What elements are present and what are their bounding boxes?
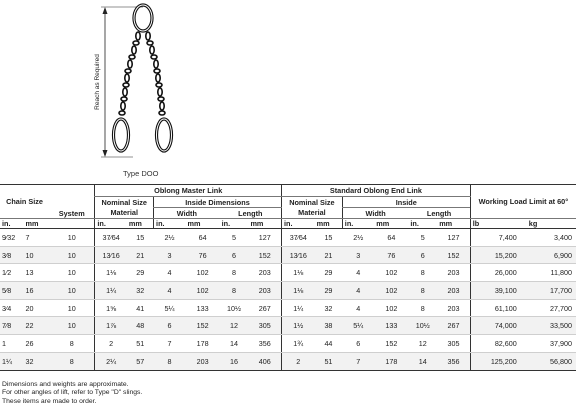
header-nominal-size-end: Nominal Size [282,197,343,208]
header-system: System [49,185,95,219]
unit-label: in. [0,219,23,229]
figure-caption: Type DOO [123,169,159,178]
table-cell: 16 [23,282,49,300]
table-cell: 2½ [154,229,186,247]
table-cell: 178 [186,335,220,353]
unit-label: in. [282,219,315,229]
sling-illustration [95,2,185,178]
header-end-link: Standard Oblong End Link [282,185,471,197]
table-cell: 6 [408,246,437,264]
table-cell: 5 [220,229,249,247]
table-cell: 8 [49,352,95,370]
header-inside: Inside [342,197,470,208]
table-cell: 8 [220,282,249,300]
table-row [0,229,576,247]
header-width-end: Width [342,208,408,219]
note-line: Dimensions and weights are approximate. [2,381,129,388]
table-cell: 29 [315,282,343,300]
table-cell: 13⁄16 [282,246,315,264]
table-cell: 152 [186,317,220,335]
table-cell: 1½ [282,317,315,335]
table-cell: 12 [408,335,437,353]
table-cell: 8 [408,264,437,282]
table-row [0,335,576,353]
table-cell: 10 [49,299,95,317]
table-cell: 102 [374,264,408,282]
table-cell: 61,100 [470,299,527,317]
table-cell: 152 [437,246,470,264]
table-cell: 6 [342,335,374,353]
table-cell: 1⅛ [282,264,315,282]
table-cell: 6,900 [527,246,576,264]
table-cell: 1⅞ [95,317,127,335]
table-cell: 4 [154,282,186,300]
arrow-up-icon [103,7,108,14]
table-cell: 1¼ [282,299,315,317]
units-row [0,219,576,229]
header-chain-size: Chain Size [0,185,49,219]
table-cell: 15 [127,229,154,247]
table-cell: 51 [315,352,343,370]
table-cell: 26 [23,335,49,353]
unit-label: in. [408,219,437,229]
table-cell: 4 [342,264,374,282]
table-cell: 51 [127,335,154,353]
table-cell: 26,000 [470,264,527,282]
table-cell: 7⁄8 [0,317,23,335]
table-cell: 7 [342,352,374,370]
table-cell: 4 [342,282,374,300]
table-cell: 203 [437,282,470,300]
chain-legs [119,32,165,115]
footnotes [2,381,142,406]
table-cell: 8 [408,299,437,317]
table-cell: 102 [374,282,408,300]
table-cell: 8 [220,264,249,282]
table-cell: 305 [437,335,470,353]
table-cell: 37⁄64 [282,229,315,247]
table-cell: 4 [154,264,186,282]
table-cell: 12 [220,317,249,335]
table-cell: 10 [49,282,95,300]
table-cell: 64 [186,229,220,247]
double-oblong-sling-drawing [95,2,185,178]
header-width: Width [154,208,220,219]
table-row [0,352,576,370]
unit-label: mm [315,219,343,229]
header-nominal-size: Nominal Size [95,197,154,208]
table-cell: 8 [49,335,95,353]
note-line: These items are made to order. [2,397,97,405]
table-cell: 8 [408,282,437,300]
unit-label: mm [127,219,154,229]
table-cell: 1⅛ [282,282,315,300]
table-cell: 10 [49,264,95,282]
table-cell: 178 [374,352,408,370]
table-cell: 1¼ [95,282,127,300]
unit-label: in. [95,219,127,229]
unit-label: mm [374,219,408,229]
unit-label: mm [437,219,470,229]
table-cell: 76 [186,246,220,264]
table-cell: 10½ [408,317,437,335]
table-cell: 7 [23,229,49,247]
table-cell: 22 [23,317,49,335]
table-cell: 133 [186,299,220,317]
table-cell: 102 [186,264,220,282]
header-inside-dimensions: Inside Dimensions [154,197,282,208]
table-cell: 15 [315,229,343,247]
table-cell: 133 [374,317,408,335]
table-cell: 3⁄8 [0,246,23,264]
arrow-down-icon [103,150,108,157]
unit-label: lb [470,219,527,229]
table-cell: 10½ [220,299,249,317]
table-cell: 1⅛ [95,264,127,282]
reach-label: Reach as Required [94,54,101,110]
table-cell: 102 [374,299,408,317]
table-cell: 267 [248,299,281,317]
table-cell: 125,200 [470,352,527,370]
table-cell: 64 [374,229,408,247]
table-cell: 57 [127,352,154,370]
table-cell: 1 [0,335,23,353]
table-cell: 305 [248,317,281,335]
header-material-end: Material [282,208,343,219]
unit-blank [49,219,95,229]
table-cell: 2 [95,335,127,353]
table-cell: 9⁄32 [0,229,23,247]
table-cell: 5⁄8 [0,282,23,300]
header-wll: Working Load Limit at 60° [470,185,576,219]
table-cell: 32 [127,282,154,300]
header-master-link: Oblong Master Link [95,185,282,197]
table-cell: 127 [248,229,281,247]
table-cell: 6 [154,317,186,335]
table-cell: 37,900 [527,335,576,353]
header-length: Length [220,208,282,219]
table-cell: 1¾ [282,335,315,353]
table-cell: 48 [127,317,154,335]
unit-label: mm [186,219,220,229]
note-line: For other angles of lift, refer to Type "D" slings. [2,389,143,397]
table-cell: 21 [127,246,154,264]
table-cell: 76 [374,246,408,264]
table-cell: 16 [220,352,249,370]
table-row [0,299,576,317]
table-cell: 152 [374,335,408,353]
table-cell: 38 [315,317,343,335]
table-cell: 10 [49,317,95,335]
table-cell: 1¼ [0,352,23,370]
table-cell: 10 [49,246,95,264]
unit-label: in. [220,219,249,229]
table-cell: 29 [315,264,343,282]
table-cell: 11,800 [527,264,576,282]
header-material: Material [95,208,154,219]
table-cell: 44 [315,335,343,353]
table-cell: 33,500 [527,317,576,335]
table-cell: 29 [127,264,154,282]
table-cell: 13 [23,264,49,282]
table-cell: 203 [437,264,470,282]
table-cell: 2¼ [95,352,127,370]
table-cell: 5¼ [154,299,186,317]
table-cell: 37⁄64 [95,229,127,247]
table-cell: 10 [49,229,95,247]
table-cell: 1⅝ [95,299,127,317]
table-cell: 21 [315,246,343,264]
unit-label: mm [23,219,49,229]
table-cell: 41 [127,299,154,317]
table-cell: 3 [154,246,186,264]
sling-spec-table [0,184,576,371]
table-cell: 267 [437,317,470,335]
table-body [0,229,576,371]
table-cell: 14 [408,352,437,370]
table-cell: 7 [154,335,186,353]
table-cell: 356 [437,352,470,370]
table-cell: 3,400 [527,229,576,247]
table-cell: 203 [437,299,470,317]
table-cell: 2½ [342,229,374,247]
table-row [0,282,576,300]
table-header [0,185,576,229]
table-cell: 127 [437,229,470,247]
table-cell: 32 [315,299,343,317]
table-cell: 3⁄4 [0,299,23,317]
table-cell: 39,100 [470,282,527,300]
header-length-end: Length [408,208,470,219]
table-cell: 356 [248,335,281,353]
table-cell: 17,700 [527,282,576,300]
unit-label: in. [154,219,186,229]
table-cell: 14 [220,335,249,353]
table-cell: 152 [248,246,281,264]
table-cell: 56,800 [527,352,576,370]
table-cell: 6 [220,246,249,264]
table-row [0,317,576,335]
unit-label: kg [527,219,576,229]
table-cell: 5¼ [342,317,374,335]
table-cell: 27,700 [527,299,576,317]
table-cell: 13⁄16 [95,246,127,264]
table-cell: 74,000 [470,317,527,335]
table-cell: 5 [408,229,437,247]
table-row [0,264,576,282]
unit-label: mm [248,219,281,229]
table-cell: 10 [23,246,49,264]
table-cell: 32 [23,352,49,370]
table-cell: 15,200 [470,246,527,264]
table-cell: 102 [186,282,220,300]
table-row [0,246,576,264]
table-cell: 20 [23,299,49,317]
table-cell: 203 [186,352,220,370]
table-cell: 406 [248,352,281,370]
table-cell: 8 [154,352,186,370]
unit-label: in. [342,219,374,229]
table-cell: 2 [282,352,315,370]
table-cell: 82,600 [470,335,527,353]
table-cell: 7,400 [470,229,527,247]
table-cell: 1⁄2 [0,264,23,282]
table-cell: 203 [248,282,281,300]
table-cell: 3 [342,246,374,264]
table-cell: 203 [248,264,281,282]
table-cell: 4 [342,299,374,317]
